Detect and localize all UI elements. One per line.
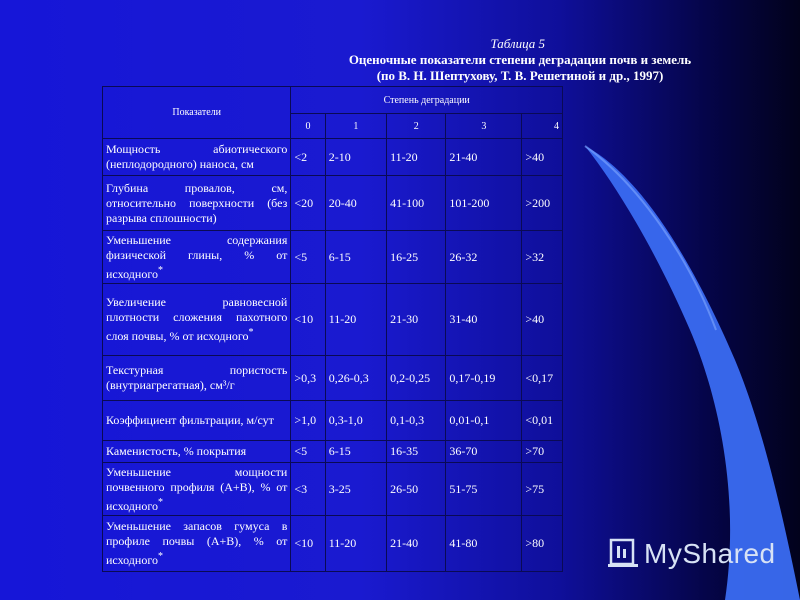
- degree-value: 11-20: [387, 139, 446, 176]
- degree-value: 41-100: [387, 176, 446, 231]
- degree-value: 0,26-0,3: [325, 356, 386, 401]
- degree-value: 6-15: [325, 231, 386, 284]
- table-row: [103, 516, 563, 572]
- table-caption: [300, 36, 740, 84]
- param-header: Показатели: [103, 87, 291, 139]
- degree-value: >40: [522, 284, 563, 356]
- degree-value: 16-25: [387, 231, 446, 284]
- degree-value: >200: [522, 176, 563, 231]
- degree-value: 26-32: [446, 231, 522, 284]
- table-source: (по В. Н. Шептухову, Т. В. Решетиной и др., 1997): [376, 68, 664, 83]
- row-parameter-text: Глубина провалов, см, относительно поверхности (без разрыва сплошности): [106, 180, 288, 225]
- degree-value: >70: [522, 441, 563, 463]
- row-parameter-text: Уменьшение запасов гумуса в профиле почвы (А+В), % от исходного: [106, 519, 288, 567]
- degree-value: 36-70: [446, 441, 522, 463]
- degree-value: <0,17: [522, 356, 563, 401]
- row-parameter-text: Каменистость, % покрытия: [106, 444, 247, 458]
- footnote-mark: *: [157, 264, 163, 276]
- degree-value: <3: [291, 463, 325, 516]
- degree-value: 0,01-0,1: [446, 401, 522, 441]
- degree-value: >1,0: [291, 401, 325, 441]
- degree-value: <20: [291, 176, 325, 231]
- degree-value: 21-40: [387, 516, 446, 572]
- degree-level: 0: [291, 114, 325, 139]
- row-parameter-text: Увеличение равновесной плотности сложения пахотного слоя почвы, % от исходного: [106, 295, 288, 343]
- degree-value: 31-40: [446, 284, 522, 356]
- row-parameter: [103, 441, 291, 463]
- degree-value: >0,3: [291, 356, 325, 401]
- degree-value: <10: [291, 516, 325, 572]
- degree-value: 3-25: [325, 463, 386, 516]
- degree-value: 0,17-0,19: [446, 356, 522, 401]
- row-parameter-text: Текстурная пористость (внутриагрегатная), см³/г: [106, 363, 288, 392]
- degree-value: 6-15: [325, 441, 386, 463]
- degree-value: 0,2-0,25: [387, 356, 446, 401]
- table-row: [103, 139, 563, 176]
- row-parameter-text: Уменьшение содержания физической глины, % от исходного: [106, 232, 288, 281]
- degree-value: >80: [522, 516, 563, 572]
- degree-value: <5: [291, 441, 325, 463]
- degree-value: >75: [522, 463, 563, 516]
- degree-value: 2-10: [325, 139, 386, 176]
- row-parameter: [103, 176, 291, 231]
- table-body: [103, 139, 563, 572]
- row-parameter-text: Мощность абиотического (неплодородного) наноса, см: [106, 142, 288, 171]
- degree-value: >32: [522, 231, 563, 284]
- row-parameter: [103, 463, 291, 516]
- table-title: Оценочные показатели степени деградации почв и земель: [348, 52, 692, 67]
- myshared-logo-icon: [608, 538, 638, 570]
- degradation-table: [102, 86, 563, 572]
- footnote-mark: *: [157, 496, 163, 508]
- row-parameter: [103, 231, 291, 284]
- degree-value: >40: [522, 139, 563, 176]
- table-row: [103, 401, 563, 441]
- degree-value: 16-35: [387, 441, 446, 463]
- degree-value: <0,01: [522, 401, 563, 441]
- row-parameter: [103, 139, 291, 176]
- degree-value: <2: [291, 139, 325, 176]
- degree-value: 21-40: [446, 139, 522, 176]
- footnote-mark: *: [157, 551, 163, 562]
- watermark: [608, 536, 776, 572]
- degree-header: Степень деградации: [291, 87, 563, 114]
- degree-value: 20-40: [325, 176, 386, 231]
- row-parameter: [103, 284, 291, 356]
- degree-value: 11-20: [325, 284, 386, 356]
- table-row: [103, 284, 563, 356]
- degree-value: 51-75: [446, 463, 522, 516]
- row-parameter-text: Уменьшение мощности почвенного профиля (А+В), % от исходного: [106, 464, 288, 513]
- degree-level: 4: [522, 114, 563, 139]
- degree-value: 41-80: [446, 516, 522, 572]
- degree-value: 26-50: [387, 463, 446, 516]
- row-parameter: [103, 356, 291, 401]
- row-parameter: [103, 516, 291, 572]
- degree-value: 21-30: [387, 284, 446, 356]
- degree-value: <5: [291, 231, 325, 284]
- row-parameter: [103, 401, 291, 441]
- degree-level: 3: [446, 114, 522, 139]
- degree-value: 0,3-1,0: [325, 401, 386, 441]
- table-row: [103, 231, 563, 284]
- degree-value: <10: [291, 284, 325, 356]
- table-row: [103, 441, 563, 463]
- watermark-text: MyShared: [644, 538, 776, 569]
- table-label: Таблица 5: [490, 36, 545, 51]
- footnote-mark: *: [248, 327, 254, 338]
- row-parameter-text: Коэффициент фильтрации, м/сут: [106, 413, 274, 427]
- degree-level: 2: [387, 114, 446, 139]
- degree-value: 0,1-0,3: [387, 401, 446, 441]
- degree-value: 101-200: [446, 176, 522, 231]
- table-row: [103, 463, 563, 516]
- degree-level: 1: [325, 114, 386, 139]
- degree-value: 11-20: [325, 516, 386, 572]
- table-row: [103, 356, 563, 401]
- table-row: [103, 176, 563, 231]
